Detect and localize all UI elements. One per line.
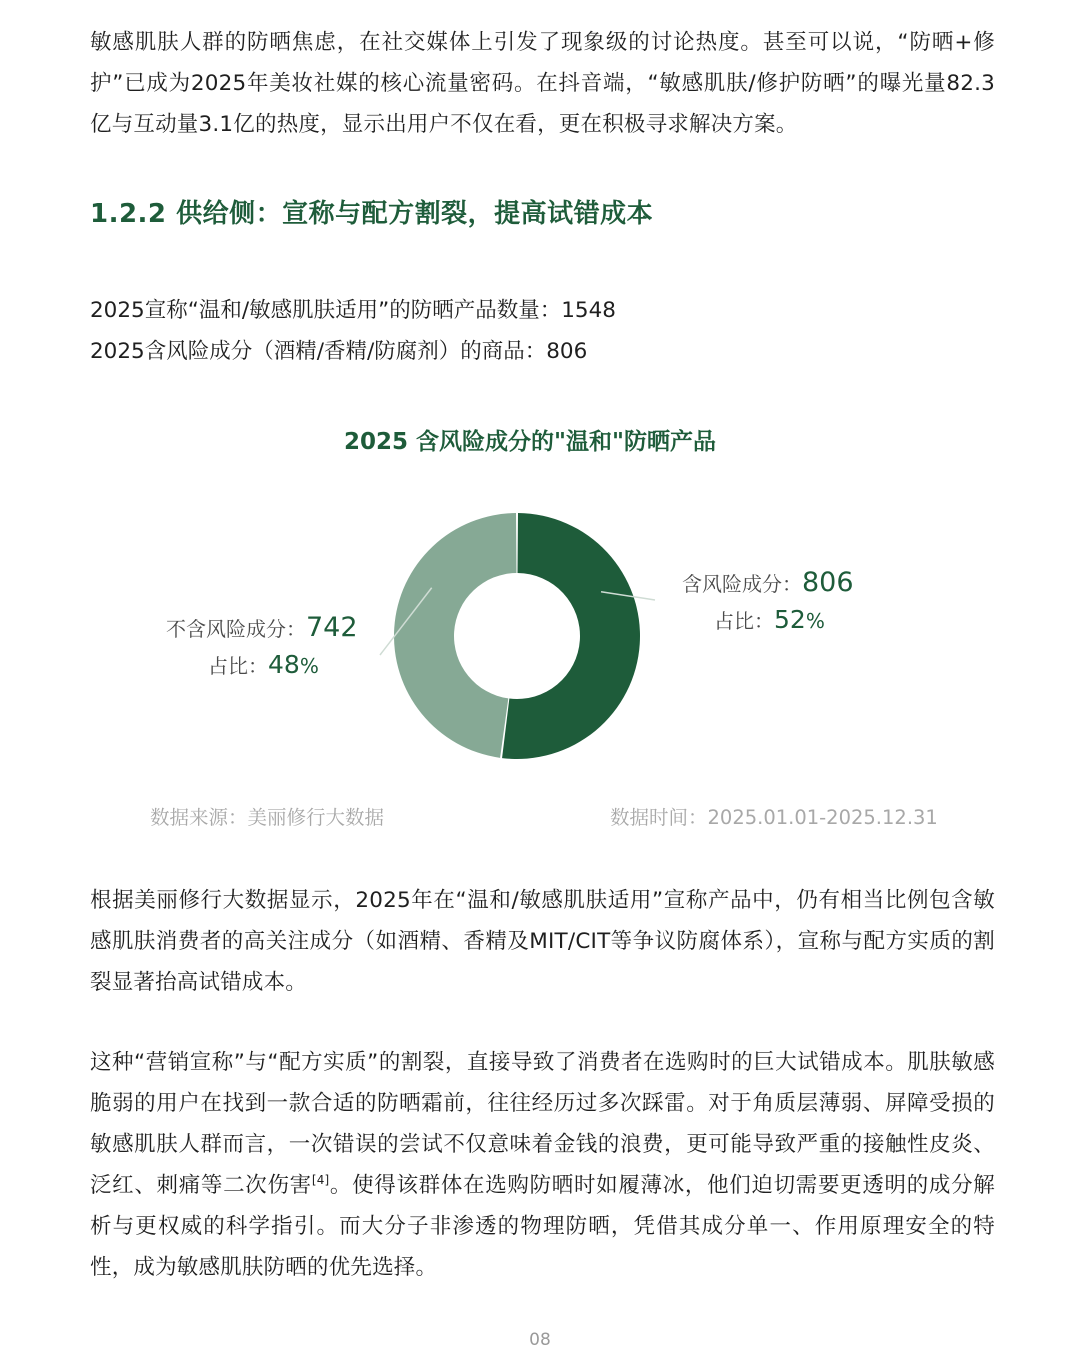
intro-text: 敏感肌肤人群的防晒焦虑，在社交媒体上引发了现象级的讨论热度。甚至可以说，“防晒+修护”已成为2025年美妆社媒的核心流量密码。在抖音端，“敏感肌肤/修护防晒”的曝光量82.3亿与互动量3.1亿的热度，显示出用户不仅在看，更在积极寻求解决方案。 [90, 30, 995, 137]
body-paragraph-1-text: 根据美丽修行大数据显示，2025年在“温和/敏感肌肤适用”宣称产品中，仍有相当比例包含敏感肌肤消费者的高关注成分（如酒精、香精及MIT/CIT等争议防腐体系），宣称与配方实质的割裂显著抬高试错成本。 [90, 888, 995, 995]
stat-risk-count: 2025含风险成分（酒精/香精/防腐剂）的商品：806 [90, 339, 588, 364]
label-safe-pct-sign: % [299, 654, 319, 678]
label-risk-pct-sign: % [805, 609, 825, 633]
label-risk-name: 含风险成分： [682, 572, 802, 596]
body-paragraph-2-text-b: 。使得该群体在选购防晒时如履薄冰，他们迫切需要更透明的成分解析与更权威的科学指引。而大分子非渗透的物理防晒，凭借其成分单一、作用原理安全的特性，成为敏感肌肤防晒的优先选择。 [90, 1173, 995, 1280]
body-paragraph-2-text-a: 这种“营销宣称”与“配方实质”的割裂，直接导致了消费者在选购时的巨大试错成本。肌肤敏感脆弱的用户在找到一款合适的防晒霜前，往往经历过多次踩雷。对于角质层薄弱、屏障受损的敏感肌肤人群而言，一次错误的尝试不仅意味着金钱的浪费，更可能导致严重的接触性皮炎、泛红、刺痛等二次伤害 [90, 1050, 995, 1198]
stat-claimed-count: 2025宣称“温和/敏感肌肤适用”的防晒产品数量：1548 [90, 298, 616, 323]
donut-slice-risk [502, 513, 640, 759]
label-safe-pct: 48 [268, 650, 300, 679]
page-number: 08 [529, 1330, 551, 1350]
label-risk-pct-name: 占比： [714, 609, 774, 633]
label-safe-name: 不含风险成分： [166, 617, 306, 641]
label-safe [166, 610, 358, 684]
label-safe-value: 742 [306, 612, 358, 643]
body-paragraph-2 [90, 1042, 995, 1288]
citation-ref: [4] [311, 1172, 330, 1187]
body-paragraph-1 [90, 880, 995, 1003]
chart-source: 数据来源：美丽修行大数据 [150, 806, 385, 829]
donut-slice-safe [394, 513, 516, 758]
chart-title: 2025 含风险成分的"温和"防晒产品 [344, 429, 716, 455]
section-heading: 1.2.2 供给侧：宣称与配方割裂，提高试错成本 [90, 199, 654, 229]
label-safe-pct-name: 占比： [208, 654, 268, 678]
label-risk-value: 806 [802, 567, 854, 598]
chart-period: 数据时间：2025.01.01-2025.12.31 [610, 806, 938, 829]
label-risk-pct: 52 [774, 605, 806, 634]
label-risk [682, 565, 854, 639]
